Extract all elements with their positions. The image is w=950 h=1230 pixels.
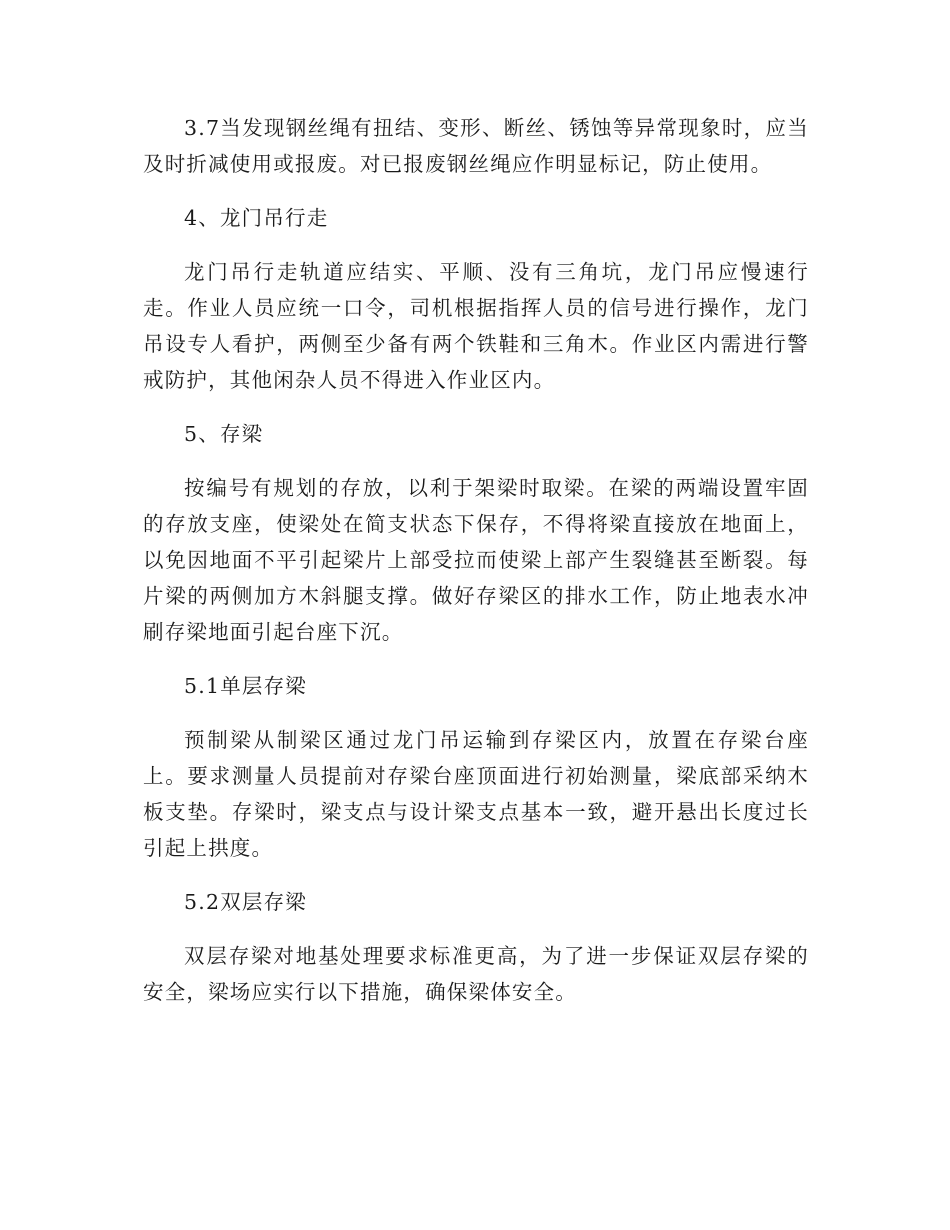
paragraph-gantry-travel: 龙门吊行走轨道应结实、平顺、没有三角坑，龙门吊应慢速行走。作业人员应统一口令，司机根据指挥人员的信号进行操作，龙门吊设专人看护，两侧至少备有两个铁鞋和三角木。作业区内需进行警戒防护，其他闲杂人员不得进入作业区内。 [143, 260, 809, 392]
heading-double-layer-storage: 5.2双层存梁 [184, 890, 308, 914]
heading-gantry-travel: 4、龙门吊行走 [184, 206, 329, 230]
heading-beam-storage: 5、存梁 [184, 422, 264, 446]
paragraph-single-layer-storage: 预制梁从制梁区通过龙门吊运输到存梁区内，放置在存梁台座上。要求测量人员提前对存梁台座顶面进行初始测量，梁底部采纳木板支垫。存梁时，梁支点与设计梁支点基本一致，避开悬出长度过长引起上拱度。 [143, 728, 809, 860]
paragraph-double-layer-storage: 双层存梁对地基处理要求标准更高，为了进一步保证双层存梁的安全，梁场应实行以下措施，确保梁体安全。 [143, 944, 809, 1004]
document-page [143, 110, 809, 1010]
paragraph-wire-rope: 3.7当发现钢丝绳有扭结、变形、断丝、锈蚀等异常现象时，应当及时折减使用或报废。对已报废钢丝绳应作明显标记，防止使用。 [143, 116, 809, 176]
heading-single-layer-storage: 5.1单层存梁 [184, 674, 308, 698]
paragraph-beam-storage: 按编号有规划的存放，以利于架梁时取梁。在梁的两端设置牢固的存放支座，使梁处在简支状态下保存，不得将梁直接放在地面上，以免因地面不平引起梁片上部受拉而使梁上部产生裂缝甚至断裂。每片梁的两侧加方木斜腿支撑。做好存梁区的排水工作，防止地表水冲刷存梁地面引起台座下沉。 [143, 476, 809, 644]
